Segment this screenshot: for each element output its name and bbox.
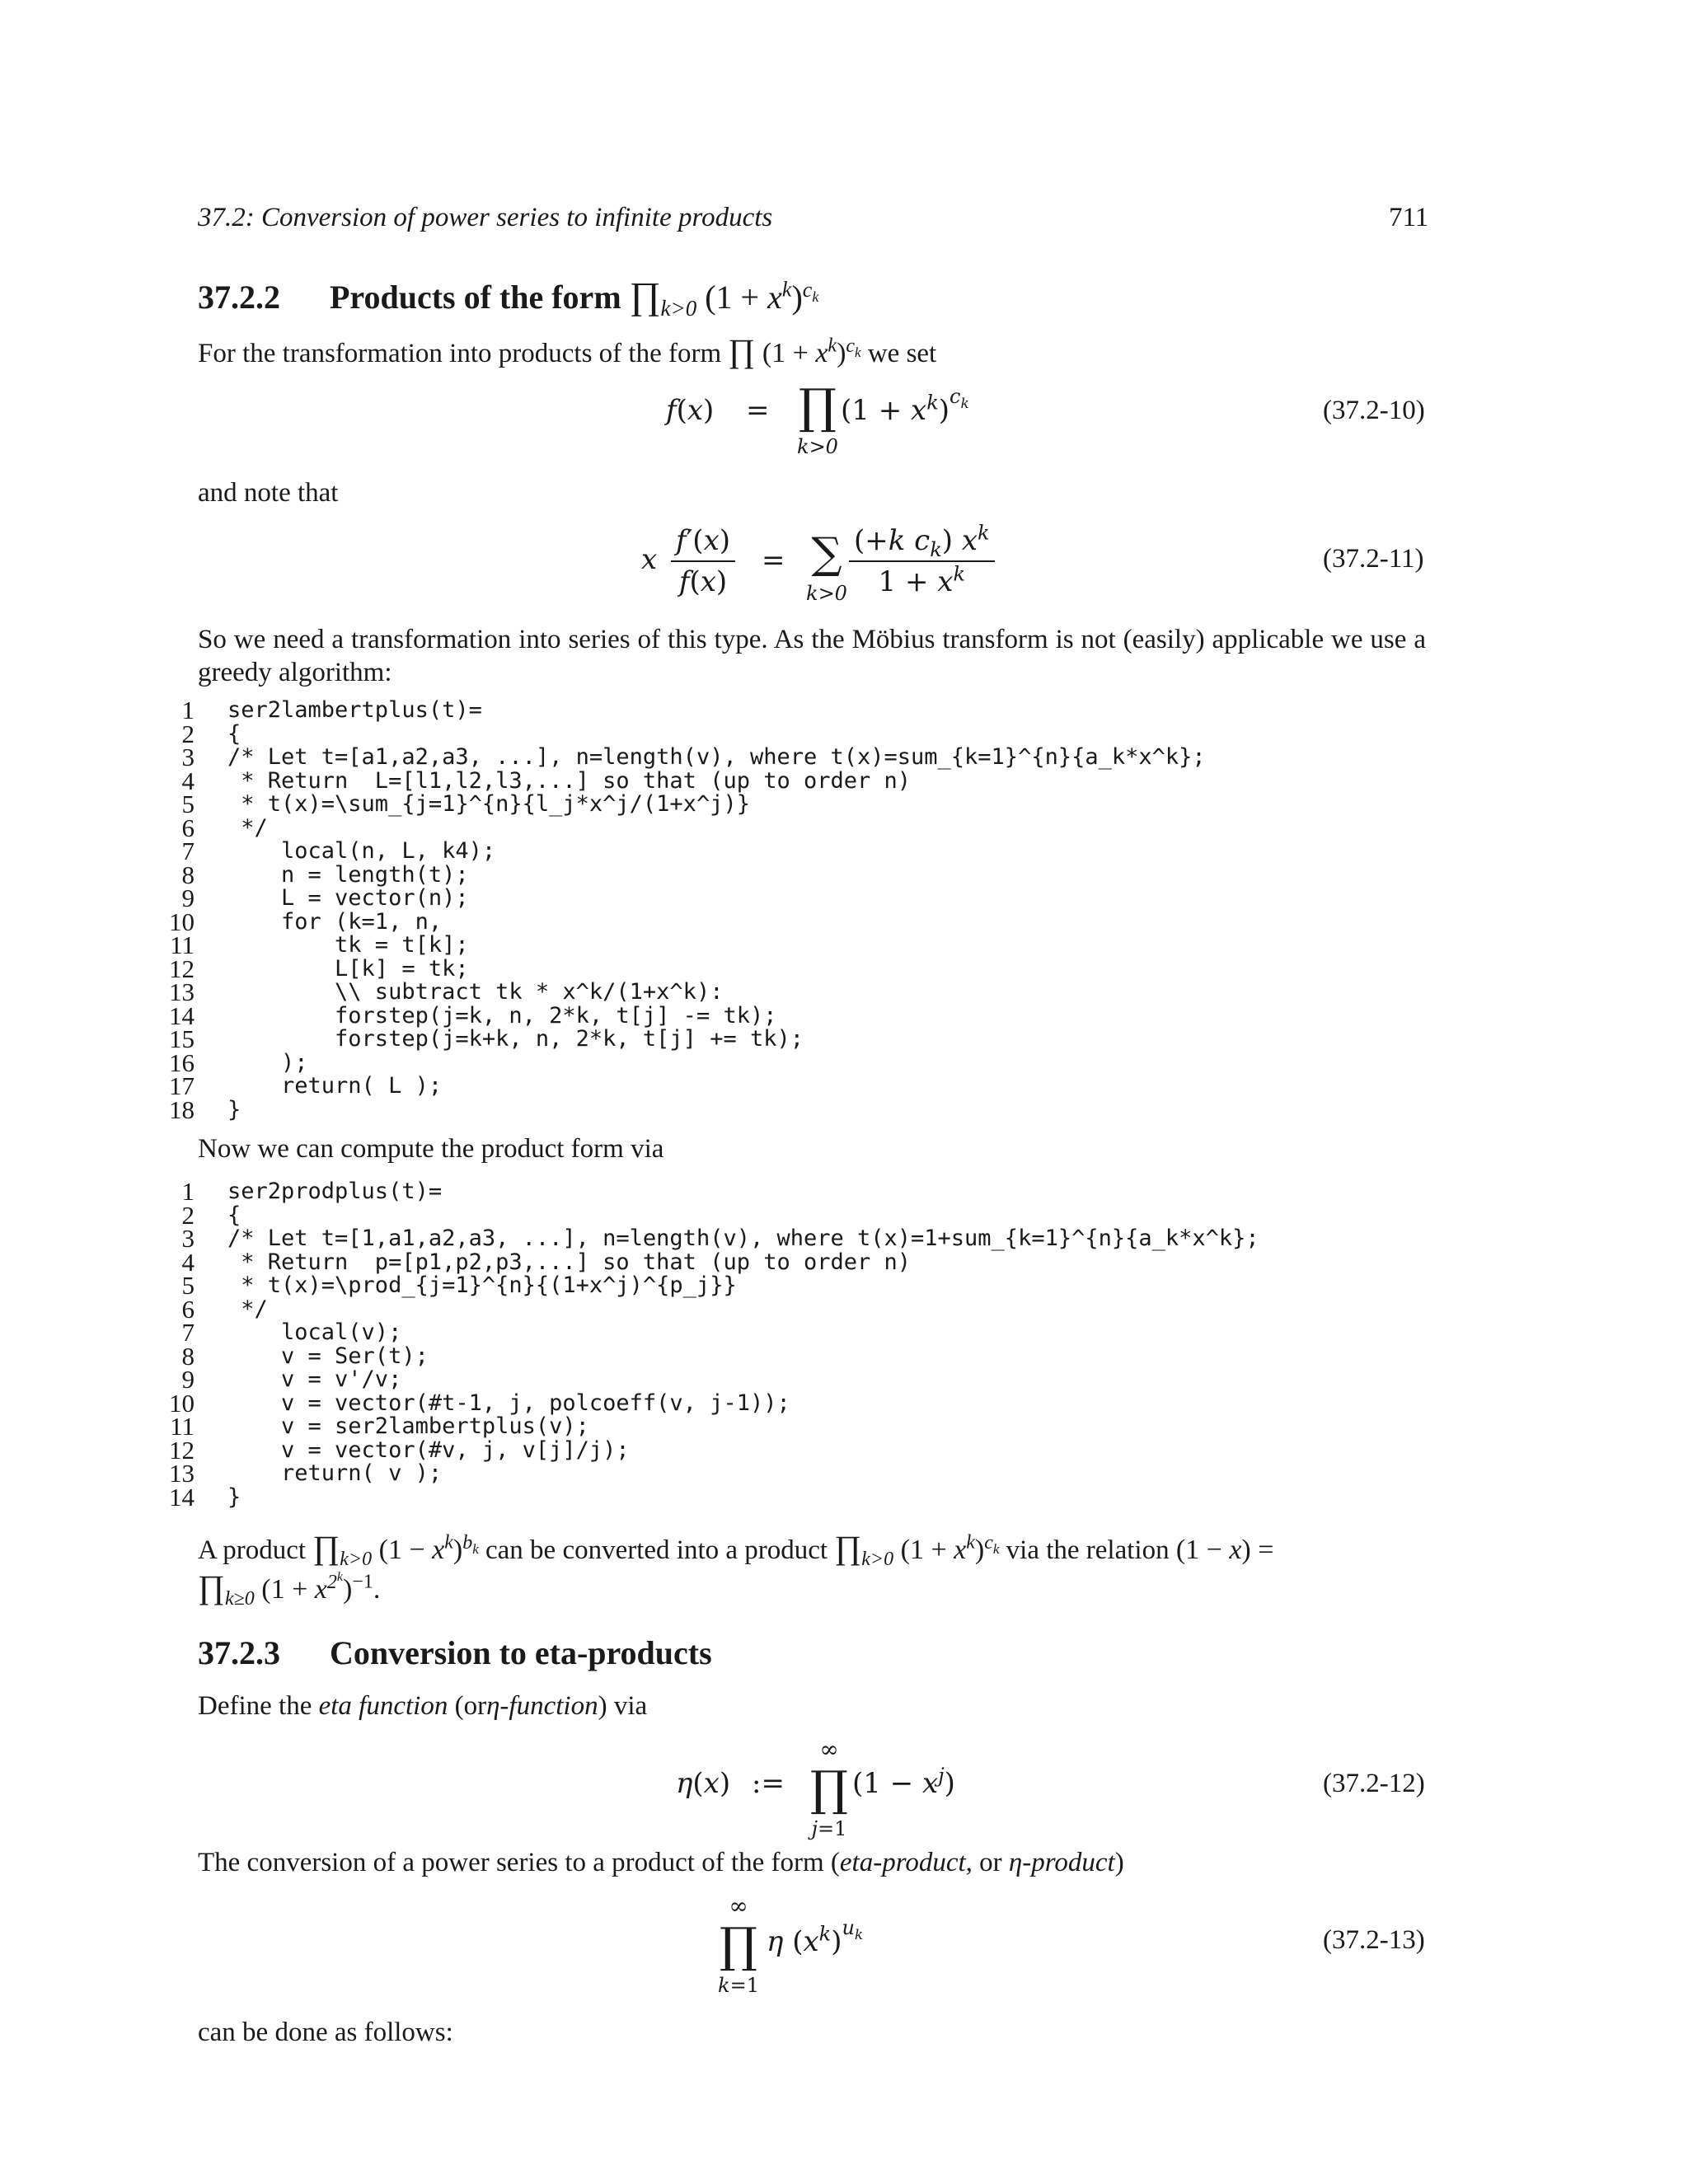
code-line-number: 1 bbox=[181, 696, 195, 724]
code-line: */ bbox=[227, 1296, 268, 1322]
eq10-term: $(1 + x^k)^{c_k}$ bbox=[841, 384, 969, 427]
eq10-lhs: f(x) bbox=[666, 394, 715, 427]
eq11-tag: (37.2-11) bbox=[1323, 544, 1424, 574]
eta-function-term: eta function bbox=[318, 1691, 448, 1721]
define-lead-text: Define the bbox=[198, 1691, 312, 1721]
code-line: local(v); bbox=[227, 1319, 402, 1345]
product-paragraph-line-1 bbox=[198, 1529, 1274, 1570]
eta-product-alt-term: η-product bbox=[1008, 1848, 1115, 1877]
relation-lhs-formula: (1 − x) = bbox=[1175, 1535, 1274, 1565]
section-title-formula: $\prod_{k>0}$ $(1 + x^k)^{c_k}$ bbox=[629, 274, 819, 321]
code-line-number: 11 bbox=[170, 1412, 195, 1441]
code-line-number: 15 bbox=[169, 1024, 195, 1053]
code-line: /* Let t=[1,a1,a2,a3, ...], n=length(v), where t(x)=1+sum_{k=1}^{n}{a_k*x^k}; bbox=[227, 1226, 1259, 1251]
code-line: \\ subtract tk * x^k/(1+x^k): bbox=[227, 979, 724, 1005]
and-note-text: and note that bbox=[198, 478, 339, 508]
can-be-done-text: can be done as follows: bbox=[198, 2018, 453, 2047]
code-line: /* Let t=[a1,a2,a3, ...], n=length(v), where t(x)=sum_{k=1}^{n}{a_k*x^k}; bbox=[227, 744, 1206, 770]
eq12-product: ∞ ∏ j=1 bbox=[809, 1736, 849, 1840]
code-line: forstep(j=k, n, 2*k, t[j] -= tk); bbox=[227, 1002, 777, 1029]
intro-paragraph bbox=[198, 332, 937, 370]
section-heading-37-2-3 bbox=[198, 1633, 712, 1672]
relation-rhs-formula: $\prod_{k\ge 0}$ $(1 + x^{2^k})^{-1}$. bbox=[198, 1568, 381, 1610]
code-line: v = vector(#v, j, v[j]/j); bbox=[227, 1436, 630, 1463]
code-line: return( L ); bbox=[227, 1073, 443, 1099]
a-product-text: A product bbox=[198, 1535, 307, 1565]
code-line-number: 2 bbox=[181, 719, 195, 748]
code-line-number: 12 bbox=[169, 954, 195, 983]
code-listing-1 bbox=[158, 696, 1206, 1124]
code-line: L[k] = tk; bbox=[227, 955, 469, 982]
eq13-tag: (37.2-13) bbox=[1323, 1925, 1425, 1955]
intro-lead-text: For the transformation into products of the form bbox=[198, 339, 722, 368]
conversion-lead-text: The conversion of a power series to a product of the form ( bbox=[198, 1848, 840, 1877]
code-line: ser2lambertplus(t)= bbox=[227, 697, 482, 723]
code-listing-2-lines bbox=[227, 1180, 1259, 1509]
code-line: */ bbox=[227, 814, 268, 841]
code-line: * t(x)=\sum_{j=1}^{n}{l_j*x^j/(1+x^j)} bbox=[227, 791, 750, 817]
eq11-sum: ∑ k>0 bbox=[806, 529, 847, 605]
code-listing-2 bbox=[158, 1177, 1259, 1511]
section-title: Conversion to eta-products bbox=[330, 1634, 712, 1671]
code-line: * t(x)=\prod_{j=1}^{n}{(1+x^j)^{p_j}} bbox=[227, 1272, 737, 1298]
code-line-number: 14 bbox=[169, 1482, 195, 1511]
code-line-number: 10 bbox=[169, 907, 195, 936]
conversion-paragraph bbox=[198, 1846, 1124, 1879]
code-line: L = vector(n); bbox=[227, 885, 469, 911]
via-relation-text: via the relation bbox=[1006, 1535, 1170, 1565]
code-line-number: 7 bbox=[181, 837, 195, 865]
code-line-number: 6 bbox=[181, 1294, 195, 1324]
eq12-lhs: η(x) bbox=[676, 1767, 731, 1800]
code-line-number: 12 bbox=[169, 1435, 195, 1465]
code-line-number: 10 bbox=[169, 1388, 195, 1418]
code-line: ); bbox=[227, 1049, 308, 1076]
code-line: v = Ser(t); bbox=[227, 1343, 429, 1369]
eq12-defeq: := bbox=[752, 1767, 785, 1800]
code-line: * Return p=[p1,p2,p3,...] so that (up to order n) bbox=[227, 1249, 912, 1275]
code-line: tk = t[k]; bbox=[227, 932, 469, 958]
code-line: local(n, L, k4); bbox=[227, 838, 496, 864]
code-line-number: 3 bbox=[181, 743, 195, 771]
product-paragraph-line-2 bbox=[198, 1568, 381, 1610]
code-line: v = v'/v; bbox=[227, 1366, 402, 1392]
via-text: ) via bbox=[598, 1691, 648, 1721]
product-minus-formula: $\prod_{k>0}$ $(1 - x^k)^{b_k}$ bbox=[312, 1529, 479, 1570]
code-line-number: 8 bbox=[181, 1341, 195, 1371]
eq11-term: $\frac{(+k c_k) x^k}{1 + x^k}$ bbox=[849, 524, 995, 598]
eta-function-alt-term: η-function bbox=[486, 1691, 598, 1721]
code-line: ser2prodplus(t)= bbox=[227, 1179, 443, 1204]
code-line: return( v ); bbox=[227, 1460, 443, 1486]
code-line-number: 3 bbox=[181, 1224, 195, 1253]
code-line-number: 13 bbox=[169, 977, 195, 1006]
code-line-number: 6 bbox=[181, 813, 195, 842]
section-number: 37.2.2 bbox=[198, 279, 280, 316]
eq13-product: ∞ ∏ k=1 bbox=[718, 1892, 759, 1997]
greedy-paragraph: So we need a transformation into series of this type. As the Möbius transform is not (easily) applicable we use a greedy algorithm: bbox=[198, 625, 1426, 687]
code-line-number: 4 bbox=[181, 1247, 195, 1277]
code-line-number: 13 bbox=[169, 1459, 195, 1488]
code-line-number: 17 bbox=[169, 1071, 195, 1100]
eq10-product: ∏ k>0 bbox=[797, 378, 838, 458]
code-line: } bbox=[227, 1096, 241, 1122]
product-plus-formula: $\prod_{k>0}$ $(1 + x^k)^{c_k}$ bbox=[834, 1529, 1000, 1570]
intro-inline-formula: ∏ $(1 + x^k)^{c_k}$ bbox=[728, 332, 861, 369]
code-line-number: 11 bbox=[170, 930, 195, 959]
code-line-number: 4 bbox=[181, 766, 195, 795]
code-listing-1-line-numbers bbox=[158, 696, 195, 1124]
code-line-number: 18 bbox=[169, 1094, 195, 1124]
page-number: 711 bbox=[1389, 203, 1429, 232]
close-paren-text: ) bbox=[1114, 1848, 1124, 1877]
code-line: * Return L=[l1,l2,l3,...] so that (up to order n) bbox=[227, 767, 912, 794]
define-eta-paragraph bbox=[198, 1690, 647, 1722]
or-comma-text: , or bbox=[965, 1848, 1002, 1877]
section-number: 37.2.3 bbox=[198, 1634, 280, 1671]
section-heading-37-2-2 bbox=[198, 274, 819, 321]
or-text: (or bbox=[454, 1691, 487, 1721]
code-listing-2-line-numbers bbox=[158, 1177, 195, 1511]
running-title: 37.2: Conversion of power series to infinite products bbox=[198, 203, 773, 232]
code-listing-1-lines bbox=[227, 699, 1206, 1122]
can-be-converted-text: can be converted into a product bbox=[485, 1535, 828, 1565]
eq10-tag: (37.2-10) bbox=[1323, 396, 1425, 425]
code-line-number: 9 bbox=[181, 1365, 195, 1394]
code-line-number: 2 bbox=[181, 1200, 195, 1230]
code-line-number: 16 bbox=[169, 1047, 195, 1077]
eq11-lhs: x $\frac{f'(x)}{f(x)}$ bbox=[641, 524, 735, 598]
eq11-equals: = bbox=[762, 544, 785, 577]
code-line-number: 1 bbox=[181, 1177, 195, 1206]
now-we-can-text: Now we can compute the product form via bbox=[198, 1134, 664, 1164]
code-line: { bbox=[227, 720, 241, 747]
code-line-number: 8 bbox=[181, 860, 195, 889]
code-line-number: 7 bbox=[181, 1318, 195, 1347]
code-line: } bbox=[227, 1483, 241, 1510]
code-line: v = vector(#t-1, j, polcoeff(v, j-1)); bbox=[227, 1390, 790, 1416]
eta-product-term: eta-product bbox=[839, 1848, 966, 1877]
code-line: forstep(j=k+k, n, 2*k, t[j] += tk); bbox=[227, 1026, 804, 1052]
code-line: for (k=1, n, bbox=[227, 908, 443, 935]
code-line: n = length(t); bbox=[227, 861, 469, 888]
code-line: v = ser2lambertplus(v); bbox=[227, 1413, 589, 1439]
eq12-term: $(1 - x^j)$ bbox=[852, 1764, 955, 1800]
eq10-equals: = bbox=[746, 394, 770, 427]
intro-tail-text: we set bbox=[867, 339, 937, 368]
eq13-term: η $(x^k)^{u_k}$ bbox=[767, 1915, 864, 1958]
code-line-number: 5 bbox=[181, 790, 195, 818]
section-title: Products of the form bbox=[330, 279, 621, 316]
eq12-tag: (37.2-12) bbox=[1323, 1769, 1425, 1798]
code-line-number: 5 bbox=[181, 1271, 195, 1300]
code-line: { bbox=[227, 1202, 241, 1228]
code-line-number: 14 bbox=[169, 1001, 195, 1030]
code-line-number: 9 bbox=[181, 883, 195, 912]
